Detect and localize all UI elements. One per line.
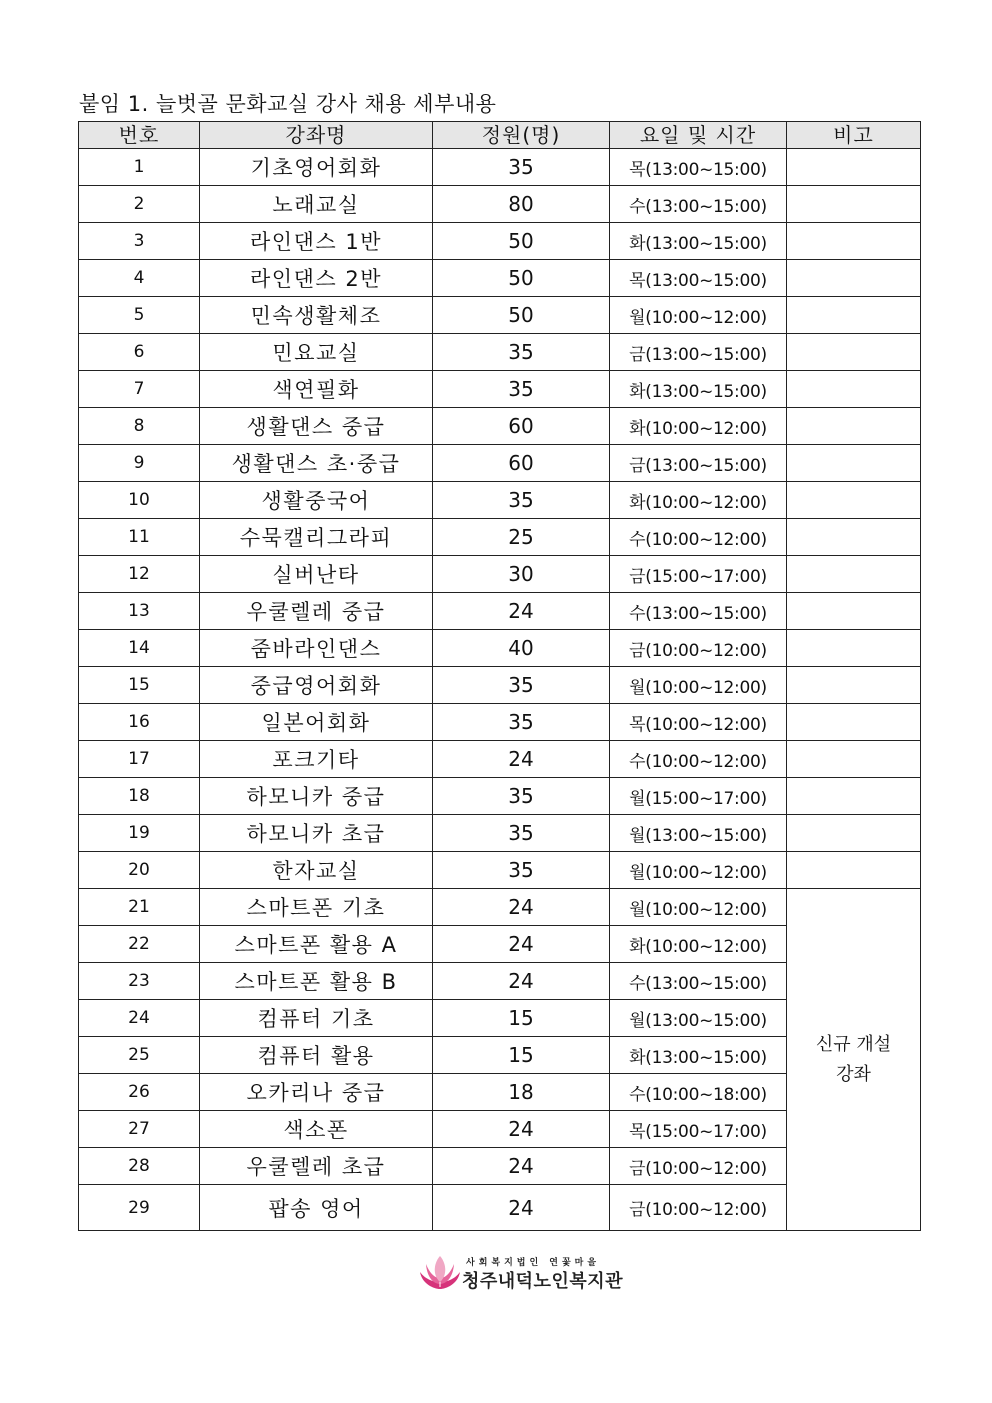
row-number: 2 <box>79 186 200 223</box>
row-number: 17 <box>79 741 200 778</box>
row-capacity: 25 <box>433 519 610 556</box>
row-remarks <box>787 667 921 704</box>
row-day-time: 금(13:00~15:00) <box>610 334 787 371</box>
row-number: 18 <box>79 778 200 815</box>
row-course-name: 스마트폰 활용 A <box>200 926 433 963</box>
table-row <box>79 593 921 630</box>
row-capacity: 24 <box>433 1148 610 1185</box>
row-number: 23 <box>79 963 200 1000</box>
row-capacity: 35 <box>433 149 610 186</box>
footer-org-logo <box>418 1254 623 1294</box>
row-course-name: 우쿨렐레 초급 <box>200 1148 433 1185</box>
row-course-name: 색연필화 <box>200 371 433 408</box>
row-remarks <box>787 815 921 852</box>
row-remarks <box>787 260 921 297</box>
table-row <box>79 408 921 445</box>
row-course-name: 컴퓨터 기초 <box>200 1000 433 1037</box>
row-day-time: 화(13:00~15:00) <box>610 223 787 260</box>
row-capacity: 24 <box>433 1111 610 1148</box>
table-row <box>79 371 921 408</box>
table-row <box>79 445 921 482</box>
row-course-name: 일본어회화 <box>200 704 433 741</box>
row-day-time: 화(10:00~12:00) <box>610 926 787 963</box>
lotus-logo-icon <box>418 1254 462 1290</box>
row-remarks <box>787 630 921 667</box>
row-day-time: 수(10:00~12:00) <box>610 519 787 556</box>
row-remarks <box>787 556 921 593</box>
row-number: 13 <box>79 593 200 630</box>
row-number: 3 <box>79 223 200 260</box>
table-row <box>79 223 921 260</box>
row-day-time: 수(13:00~15:00) <box>610 963 787 1000</box>
row-capacity: 60 <box>433 445 610 482</box>
row-number: 10 <box>79 482 200 519</box>
row-capacity: 50 <box>433 260 610 297</box>
table-row <box>79 704 921 741</box>
table-row <box>79 667 921 704</box>
row-number: 12 <box>79 556 200 593</box>
table-row <box>79 334 921 371</box>
row-remarks <box>787 741 921 778</box>
row-capacity: 24 <box>433 889 610 926</box>
row-capacity: 60 <box>433 408 610 445</box>
row-course-name: 하모니카 초급 <box>200 815 433 852</box>
new-course-note-line1: 신규 개설 <box>815 1033 892 1055</box>
row-remarks <box>787 482 921 519</box>
row-course-name: 노래교실 <box>200 186 433 223</box>
row-day-time: 수(13:00~15:00) <box>610 593 787 630</box>
row-day-time: 수(13:00~15:00) <box>610 186 787 223</box>
row-capacity: 35 <box>433 778 610 815</box>
row-day-time: 화(13:00~15:00) <box>610 371 787 408</box>
row-number: 16 <box>79 704 200 741</box>
row-course-name: 중급영어회화 <box>200 667 433 704</box>
row-number: 26 <box>79 1074 200 1111</box>
row-capacity: 35 <box>433 704 610 741</box>
row-number: 25 <box>79 1037 200 1074</box>
row-course-name: 하모니카 중급 <box>200 778 433 815</box>
row-day-time: 금(13:00~15:00) <box>610 445 787 482</box>
row-number: 19 <box>79 815 200 852</box>
table-row <box>79 741 921 778</box>
row-remarks <box>787 852 921 889</box>
row-course-name: 색소폰 <box>200 1111 433 1148</box>
row-day-time: 금(15:00~17:00) <box>610 556 787 593</box>
table-row <box>79 149 921 186</box>
row-day-time: 금(10:00~12:00) <box>610 1185 787 1231</box>
table-row <box>79 556 921 593</box>
row-capacity: 50 <box>433 223 610 260</box>
org-subtitle: 사회복지법인 연꽃마을 <box>466 1258 601 1268</box>
row-remarks <box>787 704 921 741</box>
row-day-time: 목(15:00~17:00) <box>610 1111 787 1148</box>
row-capacity: 80 <box>433 186 610 223</box>
row-number: 7 <box>79 371 200 408</box>
row-course-name: 수묵캘리그라피 <box>200 519 433 556</box>
row-course-name: 라인댄스 2반 <box>200 260 433 297</box>
table-row <box>79 186 921 223</box>
row-day-time: 금(10:00~12:00) <box>610 1148 787 1185</box>
row-day-time: 금(10:00~12:00) <box>610 630 787 667</box>
header-capacity: 정원(명) <box>433 122 610 149</box>
row-capacity: 24 <box>433 963 610 1000</box>
row-remarks <box>787 334 921 371</box>
row-day-time: 월(13:00~15:00) <box>610 1000 787 1037</box>
header-course-name: 강좌명 <box>200 122 433 149</box>
row-number: 1 <box>79 149 200 186</box>
row-number: 15 <box>79 667 200 704</box>
new-course-note-line2: 강좌 <box>836 1063 871 1085</box>
row-day-time: 월(15:00~17:00) <box>610 778 787 815</box>
table-header-row <box>79 122 921 149</box>
row-course-name: 팝송 영어 <box>200 1185 433 1231</box>
row-course-name: 기초영어회화 <box>200 149 433 186</box>
row-day-time: 월(10:00~12:00) <box>610 667 787 704</box>
row-course-name: 포크기타 <box>200 741 433 778</box>
row-day-time: 월(10:00~12:00) <box>610 852 787 889</box>
table-row <box>79 519 921 556</box>
row-course-name: 민속생활체조 <box>200 297 433 334</box>
row-capacity: 35 <box>433 667 610 704</box>
row-day-time: 수(10:00~12:00) <box>610 741 787 778</box>
row-day-time: 월(13:00~15:00) <box>610 815 787 852</box>
row-capacity: 24 <box>433 926 610 963</box>
row-remarks <box>787 149 921 186</box>
row-capacity: 35 <box>433 815 610 852</box>
row-number: 14 <box>79 630 200 667</box>
row-day-time: 화(13:00~15:00) <box>610 1037 787 1074</box>
row-day-time: 목(10:00~12:00) <box>610 704 787 741</box>
table-row <box>79 630 921 667</box>
row-number: 20 <box>79 852 200 889</box>
row-number: 22 <box>79 926 200 963</box>
row-remarks <box>787 297 921 334</box>
row-course-name: 컴퓨터 활용 <box>200 1037 433 1074</box>
row-remarks <box>787 408 921 445</box>
row-course-name: 줌바라인댄스 <box>200 630 433 667</box>
table-body <box>79 149 921 1231</box>
row-day-time: 월(10:00~12:00) <box>610 889 787 926</box>
row-remarks <box>787 519 921 556</box>
table-row <box>79 297 921 334</box>
row-remarks <box>787 186 921 223</box>
row-number: 21 <box>79 889 200 926</box>
row-course-name: 스마트폰 기초 <box>200 889 433 926</box>
row-remarks <box>787 371 921 408</box>
row-capacity: 24 <box>433 593 610 630</box>
row-capacity: 24 <box>433 1185 610 1231</box>
row-day-time: 화(10:00~12:00) <box>610 482 787 519</box>
header-remarks: 비고 <box>787 122 921 149</box>
row-number: 24 <box>79 1000 200 1037</box>
row-capacity: 40 <box>433 630 610 667</box>
row-day-time: 화(10:00~12:00) <box>610 408 787 445</box>
row-capacity: 50 <box>433 297 610 334</box>
new-course-note <box>787 889 921 1231</box>
row-remarks <box>787 445 921 482</box>
row-capacity: 35 <box>433 482 610 519</box>
table-row <box>79 889 921 926</box>
row-day-time: 목(13:00~15:00) <box>610 149 787 186</box>
row-day-time: 월(10:00~12:00) <box>610 297 787 334</box>
row-capacity: 15 <box>433 1000 610 1037</box>
row-course-name: 민요교실 <box>200 334 433 371</box>
row-course-name: 오카리나 중급 <box>200 1074 433 1111</box>
row-day-time: 목(13:00~15:00) <box>610 260 787 297</box>
row-day-time: 수(10:00~18:00) <box>610 1074 787 1111</box>
row-number: 6 <box>79 334 200 371</box>
course-table <box>78 121 921 1231</box>
header-day-time: 요일 및 시간 <box>610 122 787 149</box>
row-number: 8 <box>79 408 200 445</box>
row-course-name: 생활댄스 초·중급 <box>200 445 433 482</box>
row-number: 28 <box>79 1148 200 1185</box>
row-number: 9 <box>79 445 200 482</box>
table-row <box>79 815 921 852</box>
table-row <box>79 778 921 815</box>
row-course-name: 실버난타 <box>200 556 433 593</box>
table-row <box>79 852 921 889</box>
row-course-name: 라인댄스 1반 <box>200 223 433 260</box>
document-title: 붙임 1. 늘벗골 문화교실 강사 채용 세부내용 <box>79 92 497 116</box>
row-capacity: 35 <box>433 334 610 371</box>
row-number: 4 <box>79 260 200 297</box>
row-course-name: 생활중국어 <box>200 482 433 519</box>
row-course-name: 생활댄스 중급 <box>200 408 433 445</box>
row-capacity: 35 <box>433 852 610 889</box>
row-course-name: 한자교실 <box>200 852 433 889</box>
row-course-name: 스마트폰 활용 B <box>200 963 433 1000</box>
row-capacity: 24 <box>433 741 610 778</box>
row-capacity: 30 <box>433 556 610 593</box>
row-remarks <box>787 778 921 815</box>
org-name: 청주내덕노인복지관 <box>462 1271 623 1292</box>
table-row <box>79 260 921 297</box>
row-capacity: 15 <box>433 1037 610 1074</box>
row-number: 29 <box>79 1185 200 1231</box>
row-number: 5 <box>79 297 200 334</box>
table-row <box>79 482 921 519</box>
row-number: 27 <box>79 1111 200 1148</box>
row-number: 11 <box>79 519 200 556</box>
row-course-name: 우쿨렐레 중급 <box>200 593 433 630</box>
header-number: 번호 <box>79 122 200 149</box>
row-remarks <box>787 593 921 630</box>
row-capacity: 18 <box>433 1074 610 1111</box>
row-remarks <box>787 223 921 260</box>
row-capacity: 35 <box>433 371 610 408</box>
